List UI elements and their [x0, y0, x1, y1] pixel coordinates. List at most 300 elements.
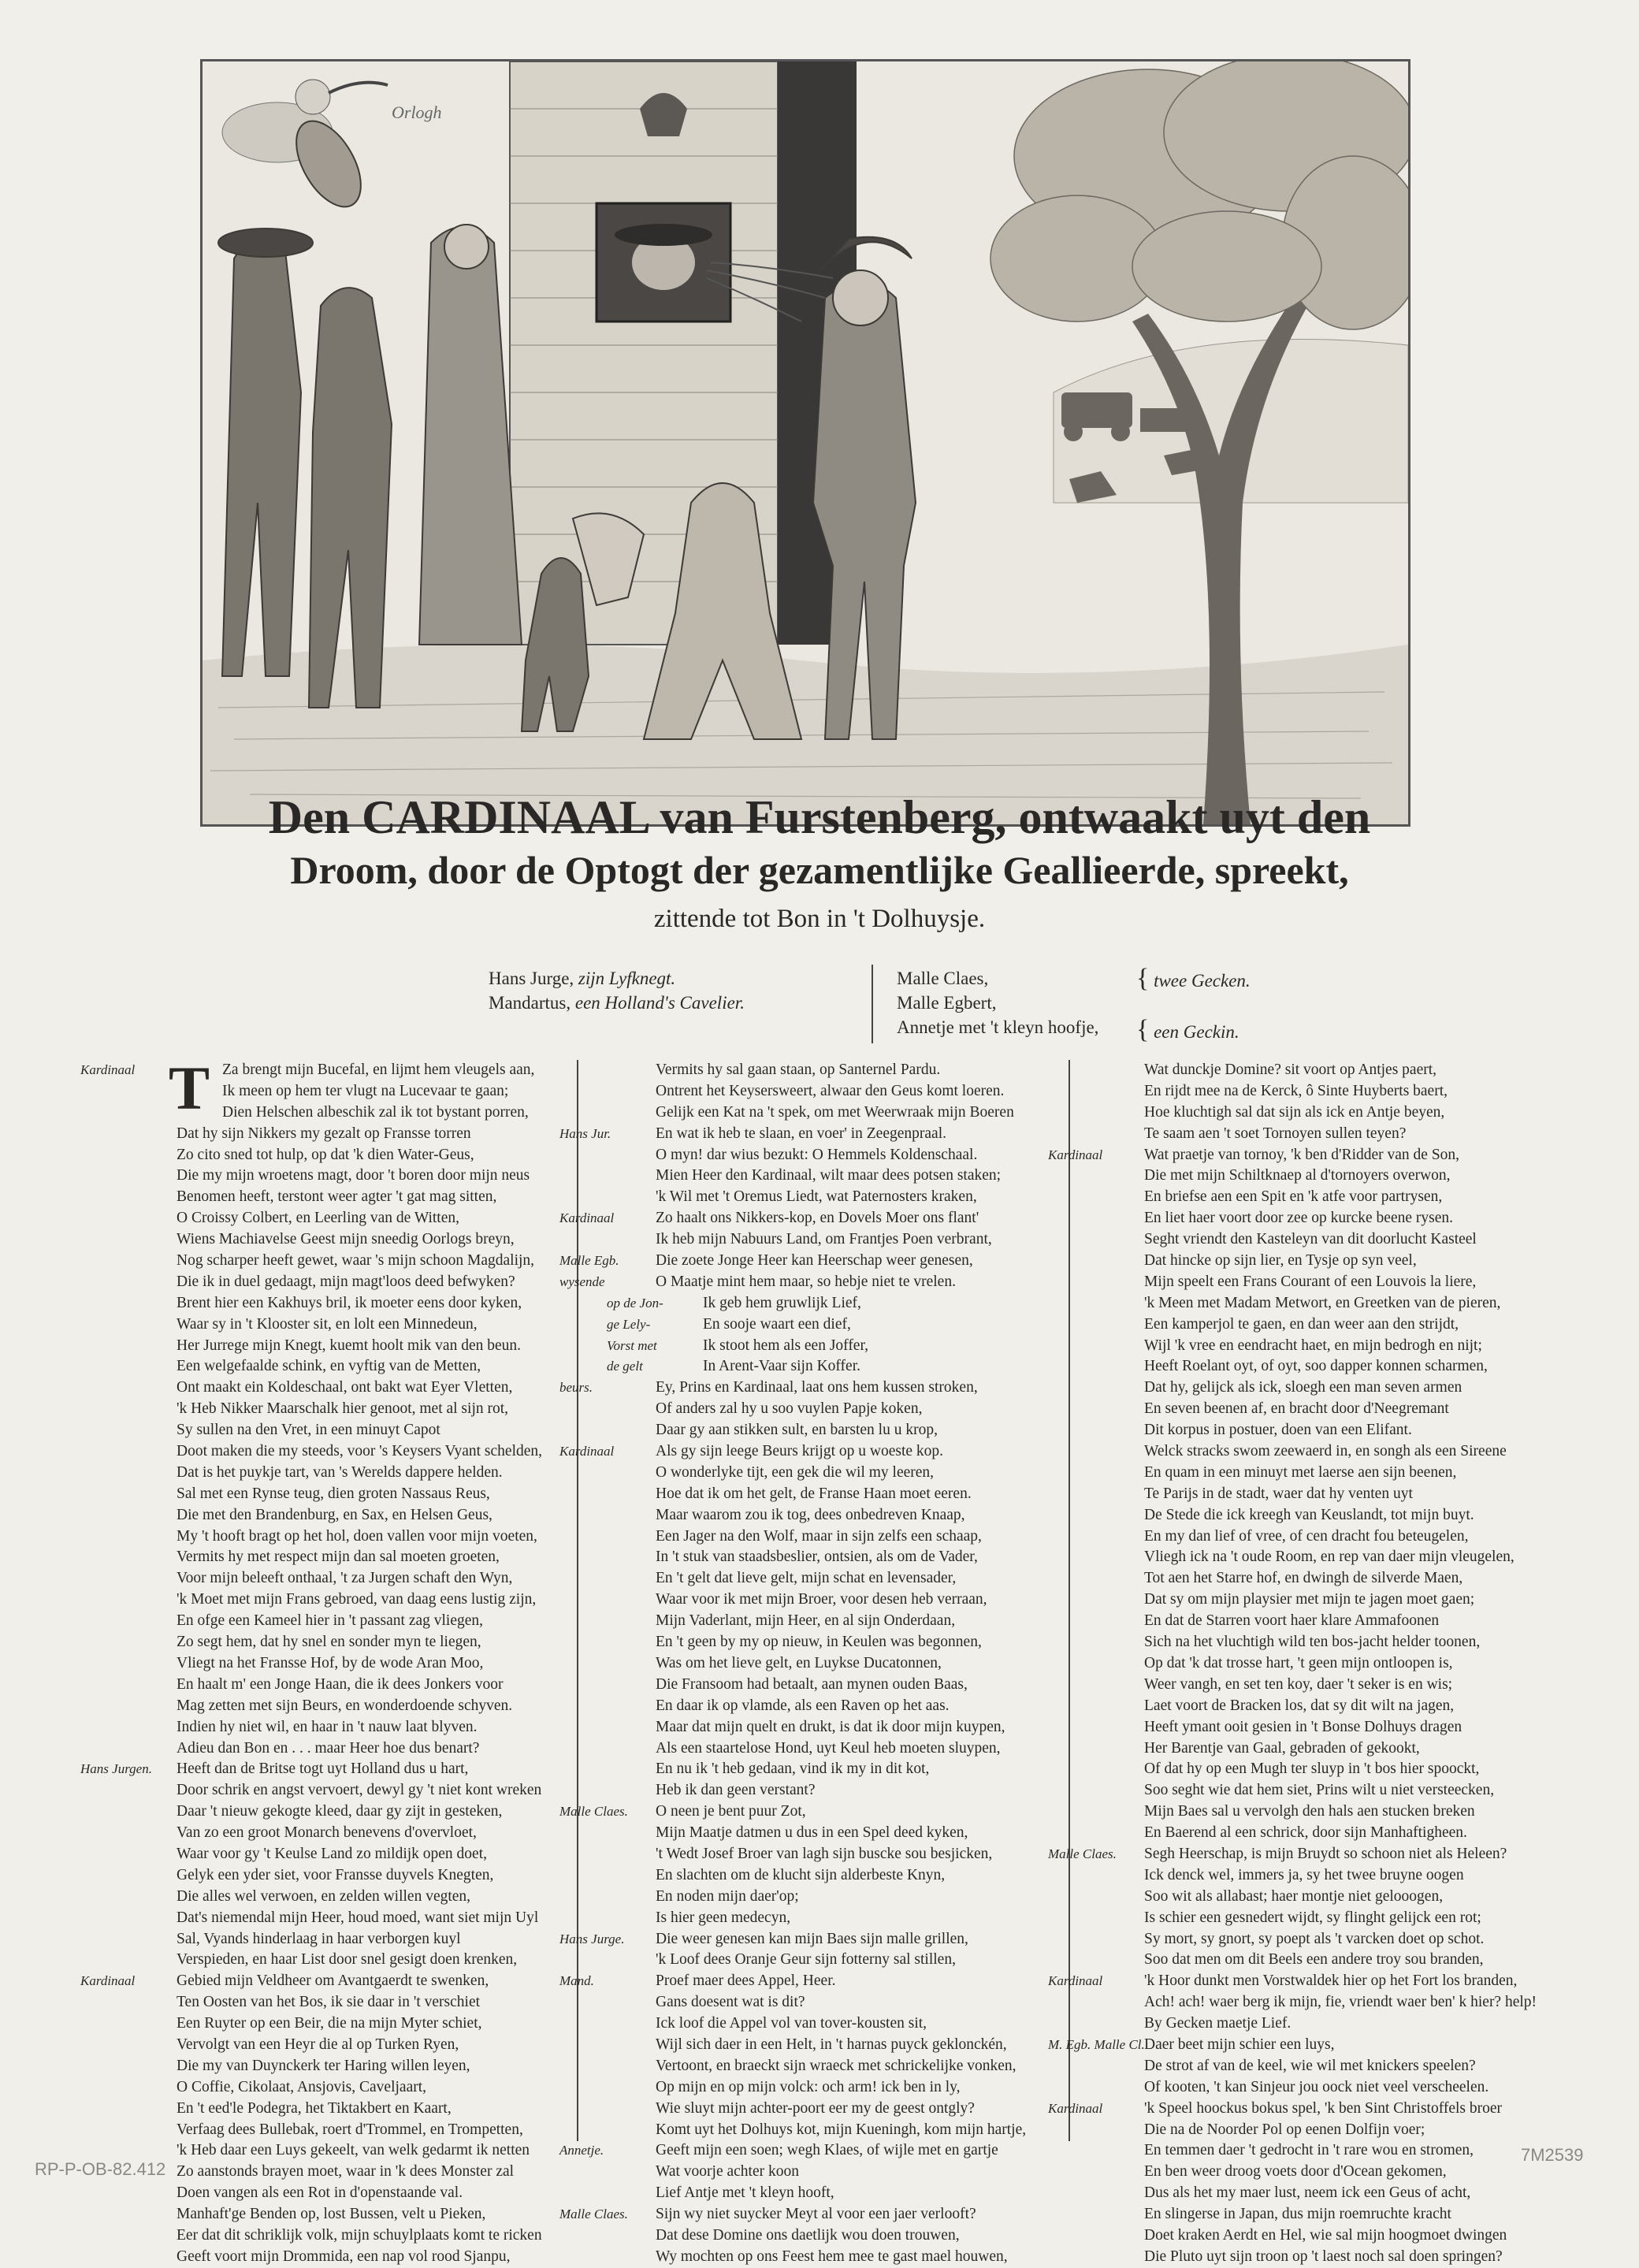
verse-text: By Gecken maetje Lief. — [1144, 2015, 1292, 2032]
verse-line — [607, 1314, 1026, 1336]
verse-line — [1144, 1208, 1537, 1229]
speaker-label: wysende — [559, 1273, 605, 1289]
speaker-label: op de Jon- — [607, 1295, 663, 1311]
verse-line — [656, 1675, 1026, 1696]
verse-line — [656, 1166, 1026, 1187]
verse-text: En my dan lief of vree, of cen dracht fou beteugelen, — [1144, 1527, 1469, 1545]
title-line-2: Droom, door de Optogt der gezamentlijke Geallieerde, spreekt, — [290, 848, 1349, 892]
verse-line — [1144, 1887, 1537, 1908]
verse-text: Dit korpus in postuer, doen van een Elifant. — [1144, 1422, 1412, 1439]
verse-line — [1144, 1950, 1537, 1971]
verse-text: Gebied mijn Veldheer om Avantgaerdt te swenken, — [177, 1972, 489, 1990]
verse-line — [177, 1441, 542, 1463]
engraving-illustration — [203, 61, 1408, 824]
verse-line — [1144, 1992, 1537, 2013]
verse-text: Ik meen op hem ter vlugt na Lucevaar te gaan; — [222, 1082, 509, 1099]
verse-line — [1048, 1145, 1537, 1166]
verse-line — [1144, 1463, 1537, 1484]
verse-line — [1144, 1356, 1537, 1378]
verse-line — [656, 2035, 1026, 2056]
speaker-label: beurs. — [559, 1380, 593, 1396]
verse-line — [177, 2247, 542, 2268]
verse-line — [656, 2183, 1026, 2204]
verse-line — [559, 1124, 1026, 1145]
verse-text: Van zo een groot Monarch benevens d'overvloet, — [177, 1824, 477, 1842]
speaker-label: Annetje. — [559, 2143, 604, 2158]
verse-line — [1144, 1187, 1537, 1208]
verse-text: Sich na het vluchtigh wild ten bos-jacht helder toonen, — [1144, 1634, 1481, 1651]
verse-text: Dien Helschen albeschik zal ik tot bystant porren, — [222, 1103, 529, 1121]
verse-text: Ontrent het Keysersweert, alwaar den Geus komt loeren. — [656, 1082, 1005, 1099]
verse-line — [80, 1060, 542, 1081]
verse-text: Lief Antje met 't kleyn hooft, — [656, 2184, 834, 2202]
verse-line — [177, 1378, 542, 1399]
verse-line — [656, 1844, 1026, 1865]
verse-text: O wonderlyke tijt, een gek die wil my leeren, — [656, 1463, 935, 1481]
verse-line — [1144, 2247, 1537, 2268]
verse-text: Za brengt mijn Bucefal, en lijmt hem vleugels aan, — [222, 1061, 535, 1078]
verse-text: 'k Loof dees Oranje Geur sijn fotterny sal stillen, — [656, 1951, 956, 1969]
verse-text: Of dat hy op een Mugh ter sluyp in 't bos hier spoockt, — [1144, 1760, 1480, 1778]
verse-text: En seven beenen af, en bracht door d'Neegremant — [1144, 1400, 1449, 1418]
speaker-label: Kardinaal — [559, 1444, 615, 1459]
verse-line — [1144, 2162, 1537, 2183]
verse-line — [177, 1102, 542, 1124]
verse-text: En 't eed'le Podegra, het Tiktakbert en Kaart, — [177, 2099, 452, 2117]
verse-text: Die alles wel verwoen, en zelden willen vegten, — [177, 1887, 471, 1905]
verse-text: Ick loof die Appel vol van tover-kousten sit, — [656, 2015, 927, 2032]
verse-line — [656, 1950, 1026, 1971]
verse-text: Waar voor ik met mijn Broer, voor desen heb verraan, — [656, 1591, 987, 1608]
verse-line — [656, 1229, 1026, 1251]
verse-line — [177, 1081, 542, 1102]
verse-text: Waar sy in 't Klooster sit, en lolt een Minnedeun, — [177, 1315, 478, 1333]
verse-line — [656, 1759, 1026, 1780]
verse-text: Proef maer dees Appel, Heer. — [656, 1972, 836, 1990]
verse-line — [177, 2225, 542, 2247]
verse-text: En slachten om de klucht sijn alderbeste Knyn, — [656, 1866, 946, 1883]
verse-line — [177, 1801, 542, 1823]
verse-line — [177, 1356, 542, 1378]
verse-text: Sy sullen na den Vret, in een minuyt Capot — [177, 1422, 440, 1439]
verse-line — [656, 2162, 1026, 2183]
verse-text: Die ik in duel gedaagt, mijn magt'loos deed befwyken? — [177, 1273, 515, 1290]
verse-line — [1144, 1166, 1537, 1187]
verse-line — [1144, 1336, 1537, 1357]
verse-line — [656, 2077, 1026, 2099]
verse-line — [607, 1293, 1026, 1314]
verse-text: Geeft mijn een soen; wegh Klaes, of wijle met en gartje — [656, 2142, 998, 2159]
verse-line — [1144, 1568, 1537, 1589]
verse-text: Manhaft'ge Benden op, lost Bussen, velt u Pieken, — [177, 2206, 486, 2223]
verse-line — [607, 1336, 1026, 1357]
verse-line — [177, 2204, 542, 2225]
verse-text: Welck stracks swom zeewaerd in, en songh als een Sireene — [1144, 1443, 1507, 1460]
verse-line — [656, 1908, 1026, 1929]
verse-line — [1144, 1801, 1537, 1823]
verse-line — [1048, 2035, 1537, 2056]
verse-line — [1144, 1780, 1537, 1801]
verse-text: En ben weer droog voets door d'Ocean gekomen, — [1144, 2163, 1447, 2181]
speaker-label: Malle Claes. — [559, 2207, 628, 2222]
verse-line — [177, 1738, 542, 1760]
verse-text: Vermits hy sal gaan staan, op Santernel Pardu. — [656, 1061, 941, 1078]
verse-line — [177, 2099, 542, 2120]
verse-line — [656, 2013, 1026, 2035]
verse-text: En quam in een minuyt met laerse aen sijn beenen, — [1144, 1463, 1457, 1481]
verse-line — [656, 1399, 1026, 1420]
verse-line — [656, 1081, 1026, 1102]
orlogh-label: Orlogh — [392, 102, 442, 122]
verse-text: Is hier geen medecyn, — [656, 1909, 791, 1926]
verse-text: Daar 't nieuw gekogte kleed, daar gy zijt in gesteken, — [177, 1803, 503, 1820]
verse-text: Een Jager na den Wolf, maar in sijn zelfs een schaap, — [656, 1527, 982, 1545]
verse-line — [559, 1971, 1026, 1992]
verse-line — [1048, 2099, 1537, 2120]
verse-text: Is schier een gesnedert wijdt, sy flinght gelijck een rot; — [1144, 1909, 1481, 1926]
verse-text: Voor mijn beleeft onthaal, 't za Jurgen schaft den Wyn, — [177, 1570, 513, 1587]
speaker-label: Vorst met — [607, 1337, 657, 1353]
verse-line — [1144, 1505, 1537, 1526]
verse-line — [656, 2056, 1026, 2077]
verse-text: Ey, Prins en Kardinaal, laat ons hem kussen stroken, — [656, 1379, 978, 1396]
verse-line — [1144, 1272, 1537, 1293]
verse-line — [177, 1908, 542, 1929]
verse-line — [1144, 1823, 1537, 1844]
verse-text: 'k Moet met mijn Frans gebroed, van daag eens lustig zijn, — [177, 1591, 537, 1608]
verse-line — [1144, 1908, 1537, 1929]
verse-line — [656, 2099, 1026, 2120]
verse-text: 't Wedt Josef Broer van lagh sijn buscke sou besjicken, — [656, 1845, 993, 1862]
verse-text: Gelijk een Kat na 't spek, om met Weerwraak mijn Boeren — [656, 1103, 1014, 1121]
verse-text: Sal met een Rynse teug, dien groten Nassaus Reus, — [177, 1485, 490, 1502]
verse-line — [656, 1420, 1026, 1441]
verse-line — [80, 1971, 542, 1992]
verse-line — [1144, 1293, 1537, 1314]
verse-line — [656, 1145, 1026, 1166]
verse-text: Hoe kluchtigh sal dat sijn als ick en Antje beyen, — [1144, 1103, 1445, 1121]
verse-text: Heeft ymant ooit gesien in 't Bonse Dolhuys dragen — [1144, 1718, 1462, 1735]
verse-text: En wat ik heb te slaan, en voer' in Zeegenpraal. — [656, 1125, 946, 1142]
verse-line — [177, 1865, 542, 1887]
verse-line — [656, 1738, 1026, 1760]
verse-line — [177, 1293, 542, 1314]
verse-text: 'k Speel hoockus bokus spel, 'k ben Sint Christoffels broer — [1144, 2099, 1503, 2117]
verse-text: Soo dat men om dit Beels een andere troy sou branden, — [1144, 1951, 1484, 1969]
speaker-label: M. Egb. Malle Cl. — [1048, 2036, 1145, 2052]
verse-line — [1144, 1102, 1537, 1124]
verse-line — [177, 2013, 542, 2035]
verse-text: Een welgefaalde schink, en vyftig van de Metten, — [177, 1358, 481, 1375]
verse-line — [177, 1589, 542, 1611]
verse-text: Gelyk een yder siet, voor Fransse duyvels Knegten, — [177, 1866, 494, 1883]
verse-line — [1144, 1060, 1537, 1081]
verse-line — [177, 1145, 542, 1166]
verse-line — [656, 1653, 1026, 1675]
verse-text: Ten Oosten van het Bos, ik sie daar in 't verschiet — [177, 1994, 481, 2011]
verse-line — [1144, 2204, 1537, 2225]
verse-text: Indien hy niet wil, en haar in 't nauw laat blyven. — [177, 1718, 478, 1735]
verse-line — [1144, 1589, 1537, 1611]
verse-text: Geeft voort mijn Drommida, een nap vol rood Sjanpu, — [177, 2248, 511, 2265]
verse-line — [559, 1272, 1026, 1293]
verse-text: Wy mochten op ons Feest hem mee te gast mael houwen, — [656, 2248, 1008, 2265]
speaker-label: Kardinaal — [1048, 2100, 1103, 2116]
verse-text: En nu ik 't heb gedaan, vind ik my in dit kot, — [656, 1760, 930, 1778]
verse-text: Ik geb hem gruwlijk Lief, — [703, 1294, 861, 1311]
verse-line — [1144, 2183, 1537, 2204]
verse-text: Vervolgt van een Heyr die al op Turken Ryen, — [177, 2036, 459, 2053]
verse-text: Dat hincke op sijn lier, en Tysje op syn veel, — [1144, 1252, 1417, 1270]
verse-line — [177, 2077, 542, 2099]
verse-line — [177, 1992, 542, 2013]
verse-text: Soo wit als allabast; haer montje niet gelooogen, — [1144, 1887, 1444, 1905]
verse-text: Mag zetten met sijn Beurs, en wonderdoende schyven. — [177, 1697, 513, 1714]
verse-text: En temmen daer 't gedrocht in 't rare wou en stromen, — [1144, 2142, 1474, 2159]
verse-line — [656, 1060, 1026, 1081]
speaker-label: Kardinaal — [1048, 1973, 1103, 1989]
verse-text: Op dat 'k dat trosse hart, 't geen mijn ontloopen is, — [1144, 1654, 1453, 1671]
speaker-label: Hans Jurge. — [559, 1931, 625, 1946]
cast-right — [897, 966, 1098, 1039]
verse-line — [559, 1801, 1026, 1823]
verse-text: In 't stuk van staadsbeslier, ontsien, als om de Vader, — [656, 1549, 978, 1566]
verse-line — [656, 1187, 1026, 1208]
verse-line — [656, 1823, 1026, 1844]
speaker-label: Hans Jurgen. — [80, 1761, 152, 1777]
verse-text: Heb ik dan geen verstant? — [656, 1782, 816, 1799]
verse-text: 'k Hoor dunkt men Vorstwaldek hier op het Fort los branden, — [1144, 1972, 1518, 1990]
verse-text: Doen vangen als een Rot in d'openstaande val. — [177, 2184, 463, 2202]
verse-text: Heeft dan de Britse togt uyt Holland dus u hart, — [177, 1760, 469, 1778]
text-column-2 — [559, 1060, 1027, 2268]
verse-line — [1144, 1399, 1537, 1420]
verse-text: Seght vriendt den Kasteleyn van dit doorlucht Kasteel — [1144, 1231, 1477, 1248]
verse-text: Her Barentje van Gaal, gebraden of gekookt, — [1144, 1739, 1420, 1757]
verse-line — [1144, 1547, 1537, 1568]
verse-text: Gans doesent wat is dit? — [656, 1994, 805, 2011]
speaker-label: Kardinaal — [559, 1210, 615, 1226]
verse-line — [177, 1611, 542, 1632]
verse-text: Die my van Duynckerk ter Haring willen leyen, — [177, 2057, 470, 2074]
cast-left — [489, 966, 745, 1015]
verse-text: O Maatje mint hem maar, so hebje niet te vrelen. — [656, 1273, 956, 1290]
verse-line — [656, 2225, 1026, 2247]
verse-line — [1144, 1696, 1537, 1717]
verse-text: Of kooten, 't kan Sinjeur jou oock niet veel verscheelen. — [1144, 2078, 1489, 2095]
speaker-label: Mand. — [559, 1973, 594, 1989]
verse-line — [1144, 1611, 1537, 1632]
verse-line — [177, 1399, 542, 1420]
cast-entry: Mandartus, een Holland's Cavelier. — [489, 993, 745, 1013]
verse-line — [177, 1823, 542, 1844]
verse-text: Dat sy om mijn playsier met mijn te jagen moet gaen; — [1144, 1591, 1475, 1608]
verse-text: Dat is het puykje tart, van 's Werelds dappere helden. — [177, 1463, 503, 1481]
verse-text: Mijn Baes sal u vervolgh den hals aen stucken breken — [1144, 1803, 1475, 1820]
verse-line — [177, 1675, 542, 1696]
verse-line — [1144, 1738, 1537, 1760]
verse-text: Wijl 'k vree en eendracht haet, en mijn bedrogh en nijt; — [1144, 1337, 1482, 1354]
verse-text: Een Ruyter op een Beir, die na mijn Myter schiet, — [177, 2015, 482, 2032]
verse-line — [1144, 1865, 1537, 1887]
verse-text: Die my mijn wroetens magt, door 't boren door mijn neus — [177, 1167, 530, 1184]
verse-line — [177, 1336, 542, 1357]
verse-line — [656, 1696, 1026, 1717]
verse-text: Zo cito sned tot hulp, op dat 'k dien Water-Geus, — [177, 1146, 474, 1163]
verse-text: En daar ik op vlamde, als een Raven op het aas. — [656, 1697, 950, 1714]
verse-text: In Arent-Vaar sijn Koffer. — [703, 1358, 860, 1375]
cast-group-label: { een Geckin. — [1136, 1015, 1239, 1044]
verse-line — [177, 1717, 542, 1738]
verse-text: Dat dese Domine ons daetlijk wou doen trouwen, — [656, 2226, 960, 2244]
verse-text: Die zoete Jonge Heer kan Heerschap weer genesen, — [656, 1252, 973, 1270]
verse-line — [177, 1251, 542, 1272]
speaker-label: Malle Claes. — [559, 1804, 628, 1820]
verse-text: De Stede die ick kreegh van Keuslandt, tot mijn buyt. — [1144, 1506, 1474, 1523]
verse-line — [177, 1272, 542, 1293]
verse-text: Mien Heer den Kardinaal, wilt maar dees potsen staken; — [656, 1167, 1002, 1184]
verse-text: Maar waarom zou ik tog, dees onbedreven Knaap, — [656, 1506, 965, 1523]
verse-text: Die na de Noorder Pol op eenen Dolfijn voer; — [1144, 2121, 1425, 2138]
cast-entry: Malle Claes, — [897, 969, 989, 988]
verse-text: Weer vangh, en set ten koy, daer 't seker is en wis; — [1144, 1675, 1453, 1693]
verse-line — [1144, 1420, 1537, 1441]
verse-text: Soo seght wie dat hem siet, Prins wilt u niet versteecken, — [1144, 1782, 1495, 1799]
inventory-code: RP-P-OB-82.412 — [35, 2159, 166, 2179]
verse-text: Vermits hy met respect mijn dan sal moeten groeten, — [177, 1549, 500, 1566]
verse-line — [656, 1632, 1026, 1653]
verse-line — [177, 1166, 542, 1187]
cast-entry: Malle Egbert, — [897, 993, 997, 1013]
verse-line — [177, 1844, 542, 1865]
verse-line — [1144, 1675, 1537, 1696]
verse-text: Komt uyt het Dolhuys kot, mijn Kueningh, kom mijn hartje, — [656, 2121, 1027, 2138]
verse-text: Te saam aen 't soet Tornoyen sullen teyen? — [1144, 1125, 1407, 1142]
text-column-3 — [1048, 1060, 1537, 2268]
verse-text: Dat hy, gelijck als ick, sloegh een man seven armen — [1144, 1379, 1462, 1396]
verse-line — [80, 1759, 542, 1780]
verse-line — [1144, 1484, 1537, 1505]
verse-line — [177, 1632, 542, 1653]
verse-line — [656, 1589, 1026, 1611]
verse-text: Daer beet mijn schier een luys, — [1144, 2036, 1335, 2053]
verse-line — [1144, 1314, 1537, 1336]
handwritten-code: 7M2539 — [1521, 2145, 1584, 2165]
verse-text: Zo segt hem, dat hy snel en sonder myn te liegen, — [177, 1634, 481, 1651]
verse-line — [1144, 2225, 1537, 2247]
verse-text: Dat's niemendal mijn Heer, houd moed, want siet mijn Uyl — [177, 1909, 539, 1926]
engraving — [200, 59, 1410, 827]
verse-line — [656, 1992, 1026, 2013]
verse-text: My 't hooft bragt op het hol, doen vallen voor mijn voeten, — [177, 1527, 537, 1545]
verse-text: Die weer genesen kan mijn Baes sijn malle grillen, — [656, 1930, 968, 1947]
verse-text: Op mijn en op mijn volck: och arm! ick ben in ly, — [656, 2078, 961, 2095]
verse-text: Mijn Maatje datmen u dus in een Spel deed kyken, — [656, 1824, 968, 1842]
verse-text: En briefse aen een Spit en 'k atfe voor partrysen, — [1144, 1188, 1443, 1206]
verse-line — [559, 2204, 1026, 2225]
verse-text: Nog scharper heeft gewet, waar 's mijn schoon Magdalijn, — [177, 1252, 535, 1270]
verse-line — [177, 1314, 542, 1336]
verse-line — [1048, 1971, 1537, 1992]
verse-text: Verfaag dees Bullebak, roert d'Trommel, en Trompetten, — [177, 2121, 523, 2138]
verse-line — [1144, 1526, 1537, 1548]
verse-text: Dat hy sijn Nikkers my gezalt op Fransse torren — [177, 1125, 471, 1142]
verse-line — [177, 1950, 542, 1971]
verse-text: En haalt m' een Jonge Haan, die ik dees Jonkers voor — [177, 1675, 504, 1693]
verse-text: Tot aen het Starre hof, en dwingh de silverde Maen, — [1144, 1570, 1463, 1587]
verse-text: Vliegh ick na 't oude Room, en rep van daer mijn vleugelen, — [1144, 1549, 1514, 1566]
verse-line — [656, 1887, 1026, 1908]
verse-text: Maar dat mijn quelt en drukt, is dat ik door mijn kuypen, — [656, 1718, 1005, 1735]
verse-text: Of anders zal hy u soo vuylen Papje koken, — [656, 1400, 923, 1418]
verse-text: Laet voort de Bracken los, dat sy dit wilt na jagen, — [1144, 1697, 1455, 1714]
verse-line — [177, 1484, 542, 1505]
verse-text: En ofge een Kameel hier in 't passant zag vliegen, — [177, 1612, 484, 1630]
verse-line — [559, 2140, 1026, 2162]
verse-text: Sy mort, sy gnort, sy poept als 't varcken doet op schot. — [1144, 1930, 1485, 1947]
verse-text: 'k Heb Nikker Maarschalk hier genoot, met al sijn rot, — [177, 1400, 509, 1418]
verse-text: Ik heb mijn Nabuurs Land, om Frantjes Poen verbrant, — [656, 1231, 992, 1248]
verse-text: 'k Wil met 't Oremus Liedt, wat Paternosters kraken, — [656, 1188, 977, 1206]
verse-text: Wie sluyt mijn achter-poort eer my de geest ontgly? — [656, 2099, 975, 2117]
speaker-label: ge Lely- — [607, 1316, 651, 1332]
verse-text: Segh Heerschap, is mijn Bruydt so schoon niet als Heleen? — [1144, 1845, 1507, 1862]
verse-text: 'k Heb daar een Luys gekeelt, van welk gedarmt ik netten — [177, 2142, 530, 2159]
verse-text: Doot maken die my steeds, voor 's Keysers Vyant schelden, — [177, 1443, 543, 1460]
speaker-label: Malle Claes. — [1048, 1846, 1117, 1861]
title-line-3: zittende tot Bon in 't Dolhuysje. — [653, 905, 986, 933]
verse-text: O Coffie, Cikolaat, Ansjovis, Caveljaart, — [177, 2078, 427, 2095]
verse-text: Hoe dat ik om het gelt, de Franse Haan moet eeren. — [656, 1485, 972, 1502]
verse-text: Wat dunckje Domine? sit voort op Antjes paert, — [1144, 1061, 1437, 1078]
verse-text: Die Pluto uyt sijn troon op 't laest noch sal doen springen? — [1144, 2248, 1503, 2265]
verse-text: Ont maakt ein Koldeschaal, ont bakt wat Eyer Vletten, — [177, 1379, 513, 1396]
verse-line — [656, 1505, 1026, 1526]
verse-text: Dus als het my maer lust, neem ick een Geus of acht, — [1144, 2184, 1471, 2202]
title-line-1: Den CARDINAAL van Furstenberg, ontwaakt uyt den — [268, 791, 1371, 843]
verse-text: O myn! dar wius bezukt: O Hemmels Koldenschaal. — [656, 1146, 978, 1163]
verse-line — [177, 1124, 542, 1145]
verse-line — [1144, 1251, 1537, 1272]
speaker-label: Kardinaal — [80, 1973, 136, 1989]
verse-text: Eer dat dit schriklijk volk, mijn schuylplaats komt te ricken — [177, 2226, 542, 2244]
drop-cap: T — [169, 1054, 210, 1122]
verse-line — [1144, 1378, 1537, 1399]
verse-line — [177, 1887, 542, 1908]
verse-line — [559, 1929, 1026, 1950]
verse-text: Ick denck wel, immers ja, sy het twee bruyne oogen — [1144, 1866, 1464, 1883]
verse-line — [656, 2120, 1026, 2141]
verse-text: Die met mijn Schiltknaep al d'tornoyers overwon, — [1144, 1167, 1451, 1184]
verse-text: En sooje waart een dief, — [703, 1315, 851, 1333]
verse-text: Mijn Vaderlant, mijn Heer, en al sijn Onderdaan, — [656, 1612, 956, 1630]
cast-groups — [1136, 966, 1251, 1044]
verse-line — [559, 1208, 1026, 1229]
verse-line — [1144, 1759, 1537, 1780]
verse-line — [177, 2140, 542, 2162]
verse-line — [559, 1378, 1026, 1399]
cast-entry: Annetje met 't kleyn hoofje, — [897, 1017, 1099, 1037]
verse-text: Doet kraken Aerdt en Hel, wie sal mijn hoogmoet dwingen — [1144, 2226, 1507, 2244]
verse-text: Vertoont, en braeckt sijn wraeck met schrickelijke vonken, — [656, 2057, 1016, 2074]
verse-line — [1144, 1124, 1537, 1145]
verse-line — [1144, 1717, 1537, 1738]
verse-line — [1144, 1653, 1537, 1675]
cast-divider — [872, 965, 873, 1043]
cast-entry: Hans Jurge, zijn Lyfknegt. — [489, 969, 676, 988]
verse-text: Mijn speelt een Frans Courant of een Louvois la liere, — [1144, 1273, 1477, 1290]
speaker-label: Hans Jur. — [559, 1125, 611, 1141]
